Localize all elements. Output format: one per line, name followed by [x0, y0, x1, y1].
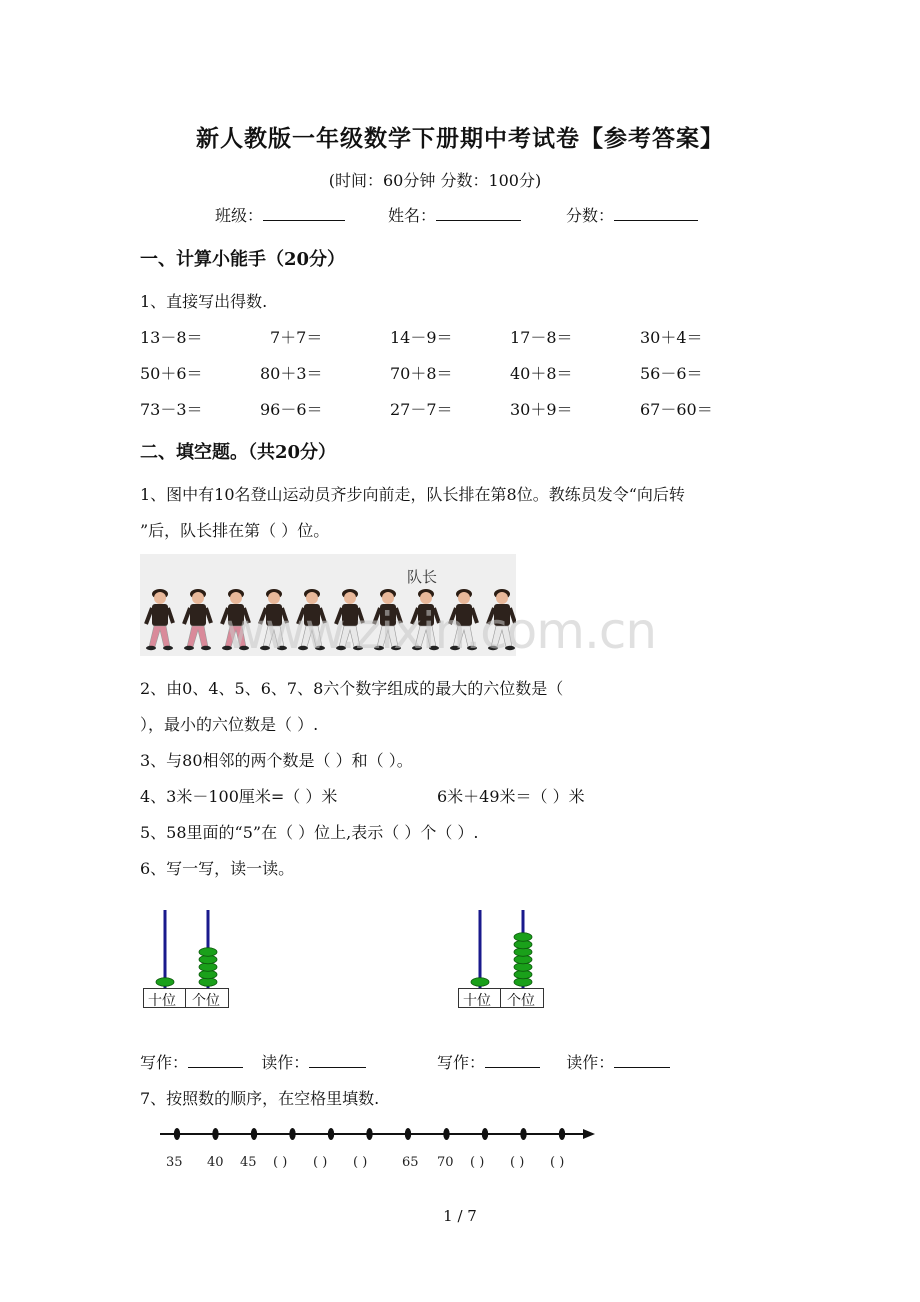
question-2-4a: 4、3米－100厘米=（ ）米 — [140, 787, 338, 806]
tens-place-label: 十位 — [148, 993, 176, 1009]
write-label: 写作： — [437, 1053, 486, 1072]
score-label: 分数： — [566, 206, 615, 225]
number-line-label: 65 — [402, 1155, 419, 1170]
abacus-2 — [455, 905, 550, 1010]
number-line-tick — [520, 1128, 526, 1140]
name-blank[interactable] — [436, 204, 521, 221]
abacus-bead — [471, 978, 489, 987]
read-label: 读作： — [261, 1053, 310, 1072]
number-line-blank[interactable]: ( ) — [273, 1155, 288, 1170]
section-2-title: 二、填空题。（共20分） — [140, 442, 337, 463]
number-line-drawing — [155, 1120, 605, 1148]
question-2-5: 5、58里面的“5”在（ ）位上,表示（ ）个（ ）. — [140, 823, 479, 842]
write-label: 写作： — [140, 1053, 189, 1072]
number-line — [155, 1120, 605, 1148]
calc-item: 80＋3＝ — [260, 364, 323, 383]
captain-label: 队长 — [407, 568, 438, 586]
section-1-title: 一、计算小能手（20分） — [140, 249, 346, 270]
number-line-tick — [251, 1128, 257, 1140]
number-line-blank[interactable]: ( ) — [313, 1155, 328, 1170]
read-blank-2[interactable] — [614, 1051, 670, 1068]
read-label: 读作： — [566, 1053, 615, 1072]
calc-item: 17－8＝ — [510, 328, 573, 347]
number-line-label: 70 — [437, 1155, 454, 1170]
walker-figure — [184, 589, 211, 650]
number-line-tick — [212, 1128, 218, 1140]
calc-item: 73－3＝ — [140, 400, 203, 419]
calc-item: 56－6＝ — [640, 364, 703, 383]
place-divider — [185, 989, 186, 1007]
place-divider — [500, 989, 501, 1007]
class-field — [215, 203, 345, 226]
number-line-blank[interactable]: ( ) — [510, 1155, 525, 1170]
abacus-bead — [156, 978, 174, 987]
question-1-1: 1、直接写出得数. — [140, 292, 268, 311]
walker-figure — [146, 589, 173, 650]
question-2-2-line1: 2、由0、4、5、6、7、8六个数字组成的最大的六位数是（ — [140, 679, 564, 698]
name-field — [388, 203, 521, 226]
number-line-label: 45 — [240, 1155, 257, 1170]
score-blank[interactable] — [614, 204, 698, 221]
write-blank-1[interactable] — [188, 1051, 243, 1068]
abacus-bead — [199, 948, 217, 957]
number-line-tick — [405, 1128, 411, 1140]
abacus-2-place-box — [458, 988, 544, 1008]
watermark: www.zixin.com.cn — [225, 602, 657, 660]
calc-item: 67－60＝ — [640, 400, 713, 419]
number-line-tick — [443, 1128, 449, 1140]
number-line-blank[interactable]: ( ) — [353, 1155, 368, 1170]
number-line-tick — [366, 1128, 372, 1140]
question-2-1-line2: ”后，队长排在第（ ）位。 — [140, 521, 330, 540]
number-line-tick — [482, 1128, 488, 1140]
calc-item: 96－6＝ — [260, 400, 323, 419]
number-line-tick — [289, 1128, 295, 1140]
abacus-1 — [140, 905, 235, 1010]
number-line-tick — [559, 1128, 565, 1140]
class-label: 班级： — [215, 206, 264, 225]
calc-item: 70＋8＝ — [390, 364, 453, 383]
number-line-blank[interactable]: ( ) — [550, 1155, 565, 1170]
class-blank[interactable] — [263, 204, 345, 221]
number-line-label: 40 — [207, 1155, 224, 1170]
calc-item: 30＋9＝ — [510, 400, 573, 419]
calc-item: 27－7＝ — [390, 400, 453, 419]
calc-item: 7＋7＝ — [270, 328, 323, 347]
calc-item: 40＋8＝ — [510, 364, 573, 383]
calc-item: 13－8＝ — [140, 328, 203, 347]
page-number: 1 / 7 — [443, 1207, 477, 1225]
number-line-tick — [328, 1128, 334, 1140]
question-2-6: 6、写一写，读一读。 — [140, 859, 295, 878]
number-line-blank[interactable]: ( ) — [470, 1155, 485, 1170]
number-line-arrow — [583, 1129, 595, 1139]
question-2-7: 7、按照数的顺序，在空格里填数. — [140, 1089, 380, 1108]
number-line-tick — [174, 1128, 180, 1140]
ones-place-label: 个位 — [192, 993, 220, 1009]
write-read-left — [140, 1050, 366, 1073]
page-title: 新人教版一年级数学下册期中考试卷【参考答案】 — [196, 125, 724, 152]
ones-place-label: 个位 — [507, 993, 535, 1009]
read-blank-1[interactable] — [309, 1051, 366, 1068]
question-2-3: 3、与80相邻的两个数是（ ）和（ ）。 — [140, 751, 413, 770]
score-field — [566, 203, 698, 226]
question-2-4b: 6米＋49米＝（ ）米 — [437, 787, 585, 806]
write-blank-2[interactable] — [485, 1051, 540, 1068]
calc-item: 50＋6＝ — [140, 364, 203, 383]
question-2-2-line2: ），最小的六位数是（ ）. — [140, 715, 319, 734]
name-label: 姓名： — [388, 206, 437, 225]
exam-time-score: (时间：60分钟 分数：100分) — [328, 171, 542, 190]
calc-item: 30＋4＝ — [640, 328, 703, 347]
write-read-right — [437, 1050, 670, 1073]
tens-place-label: 十位 — [463, 993, 491, 1009]
number-line-label: 35 — [166, 1155, 183, 1170]
abacus-bead — [514, 933, 532, 942]
question-2-1-line1: 1、图中有10名登山运动员齐步向前走，队长排在第8位。教练员发令“向后转 — [140, 485, 685, 504]
calc-item: 14－9＝ — [390, 328, 453, 347]
abacus-1-place-box — [143, 988, 229, 1008]
